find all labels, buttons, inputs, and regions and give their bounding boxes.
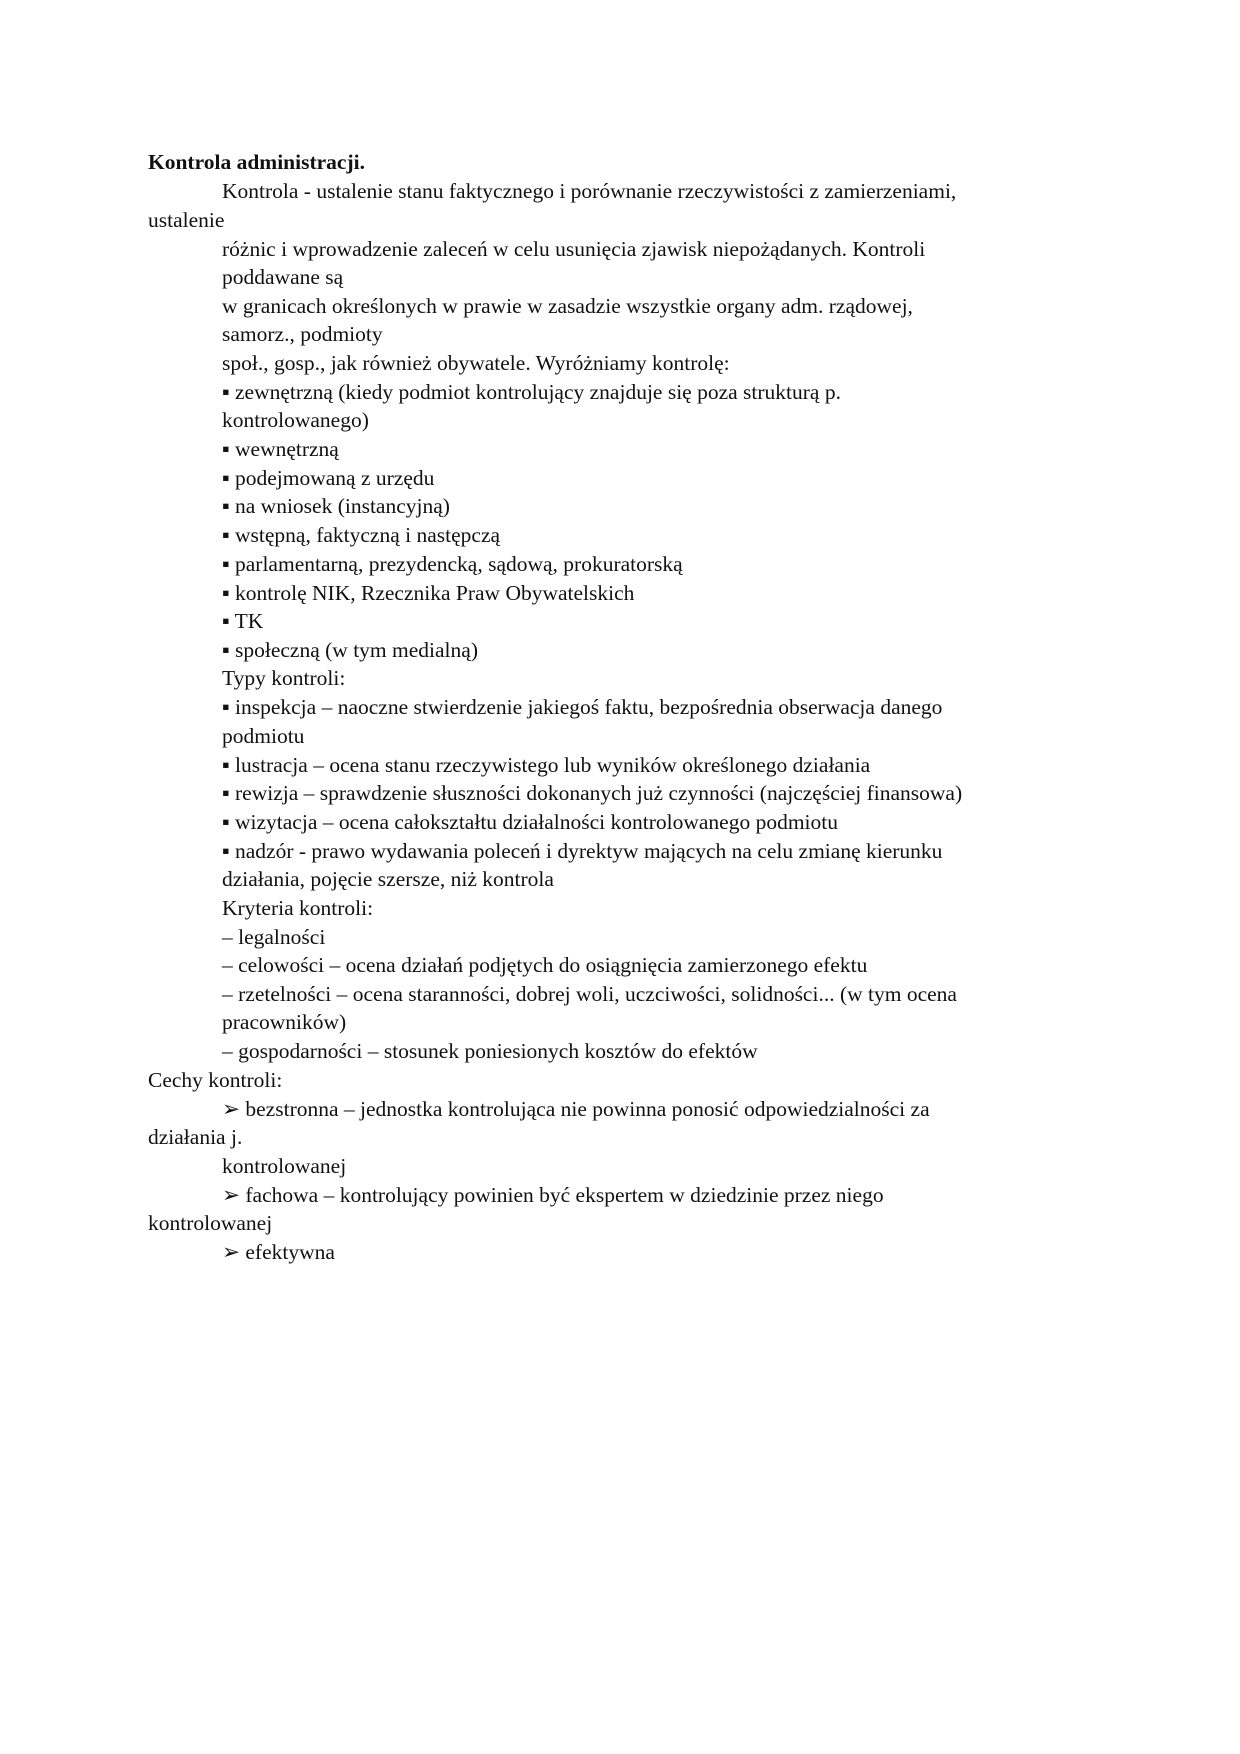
list-item: ▪ nadzór - prawo wydawania poleceń i dyrektyw mających na celu zmianę kierunku [222, 839, 943, 863]
text-line: Kontrola - ustalenie stanu faktycznego i porównanie rzeczywistości z zamierzeniami, [222, 179, 957, 203]
section-heading: Cechy kontroli: [148, 1068, 283, 1092]
text-line: działania, pojęcie szersze, niż kontrola [222, 867, 554, 891]
text-line: działania j. [148, 1125, 243, 1149]
text-line: ustalenie [148, 208, 225, 232]
list-item: ▪ wstępną, faktyczną i następczą [222, 523, 501, 547]
text-line: społ., gosp., jak również obywatele. Wyróżniamy kontrolę: [222, 351, 730, 375]
text-line: w granicach określonych w prawie w zasadzie wszystkie organy adm. rządowej, [222, 294, 913, 318]
text-line: samorz., podmioty [222, 322, 383, 346]
list-item: ▪ inspekcja – naoczne stwierdzenie jakiegoś faktu, bezpośrednia obserwacja danego [222, 695, 943, 719]
list-item: – rzetelności – ocena staranności, dobrej woli, uczciwości, solidności... (w tym ocena [222, 982, 957, 1006]
text-line: podmiotu [222, 724, 305, 748]
list-item: – gospodarności – stosunek poniesionych kosztów do efektów [222, 1039, 758, 1063]
document-title: Kontrola administracji. [148, 150, 365, 174]
list-item: – legalności [222, 925, 326, 949]
list-item: ▪ rewizja – sprawdzenie słuszności dokonanych już czynności (najczęściej finansowa) [222, 781, 963, 805]
list-item: ▪ podejmowaną z urzędu [222, 466, 435, 490]
list-item: ▪ społeczną (w tym medialną) [222, 638, 478, 662]
list-item: ▪ kontrolę NIK, Rzecznika Praw Obywatelskich [222, 581, 635, 605]
list-item: ▪ wizytacja – ocena całokształtu działalności kontrolowanego podmiotu [222, 810, 838, 834]
list-item: ➢ bezstronna – jednostka kontrolująca nie powinna ponosić odpowiedzialności za [222, 1097, 930, 1121]
list-item: ▪ TK [222, 609, 264, 633]
list-item: ▪ lustracja – ocena stanu rzeczywistego lub wyników określonego działania [222, 753, 871, 777]
text-line: pracowników) [222, 1010, 347, 1034]
list-item: ▪ parlamentarną, prezydencką, sądową, prokuratorską [222, 552, 683, 576]
section-heading: Typy kontroli: [222, 666, 346, 690]
list-item: ▪ wewnętrzną [222, 437, 339, 461]
list-item: ➢ efektywna [222, 1240, 335, 1264]
list-item: – celowości – ocena działań podjętych do osiągnięcia zamierzonego efektu [222, 953, 868, 977]
text-line: różnic i wprowadzenie zaleceń w celu usunięcia zjawisk niepożądanych. Kontroli [222, 237, 926, 261]
list-item: ▪ na wniosek (instancyjną) [222, 494, 450, 518]
text-line: kontrolowanej [222, 1154, 347, 1178]
text-line: poddawane są [222, 265, 344, 289]
list-item: ➢ fachowa – kontrolujący powinien być ekspertem w dziedzinie przez niego [222, 1183, 884, 1207]
text-line: kontrolowanej [148, 1211, 273, 1235]
section-heading: Kryteria kontroli: [222, 896, 374, 920]
list-item: ▪ zewnętrzną (kiedy podmiot kontrolujący znajduje się poza strukturą p. [222, 380, 841, 404]
text-line: kontrolowanego) [222, 408, 369, 432]
